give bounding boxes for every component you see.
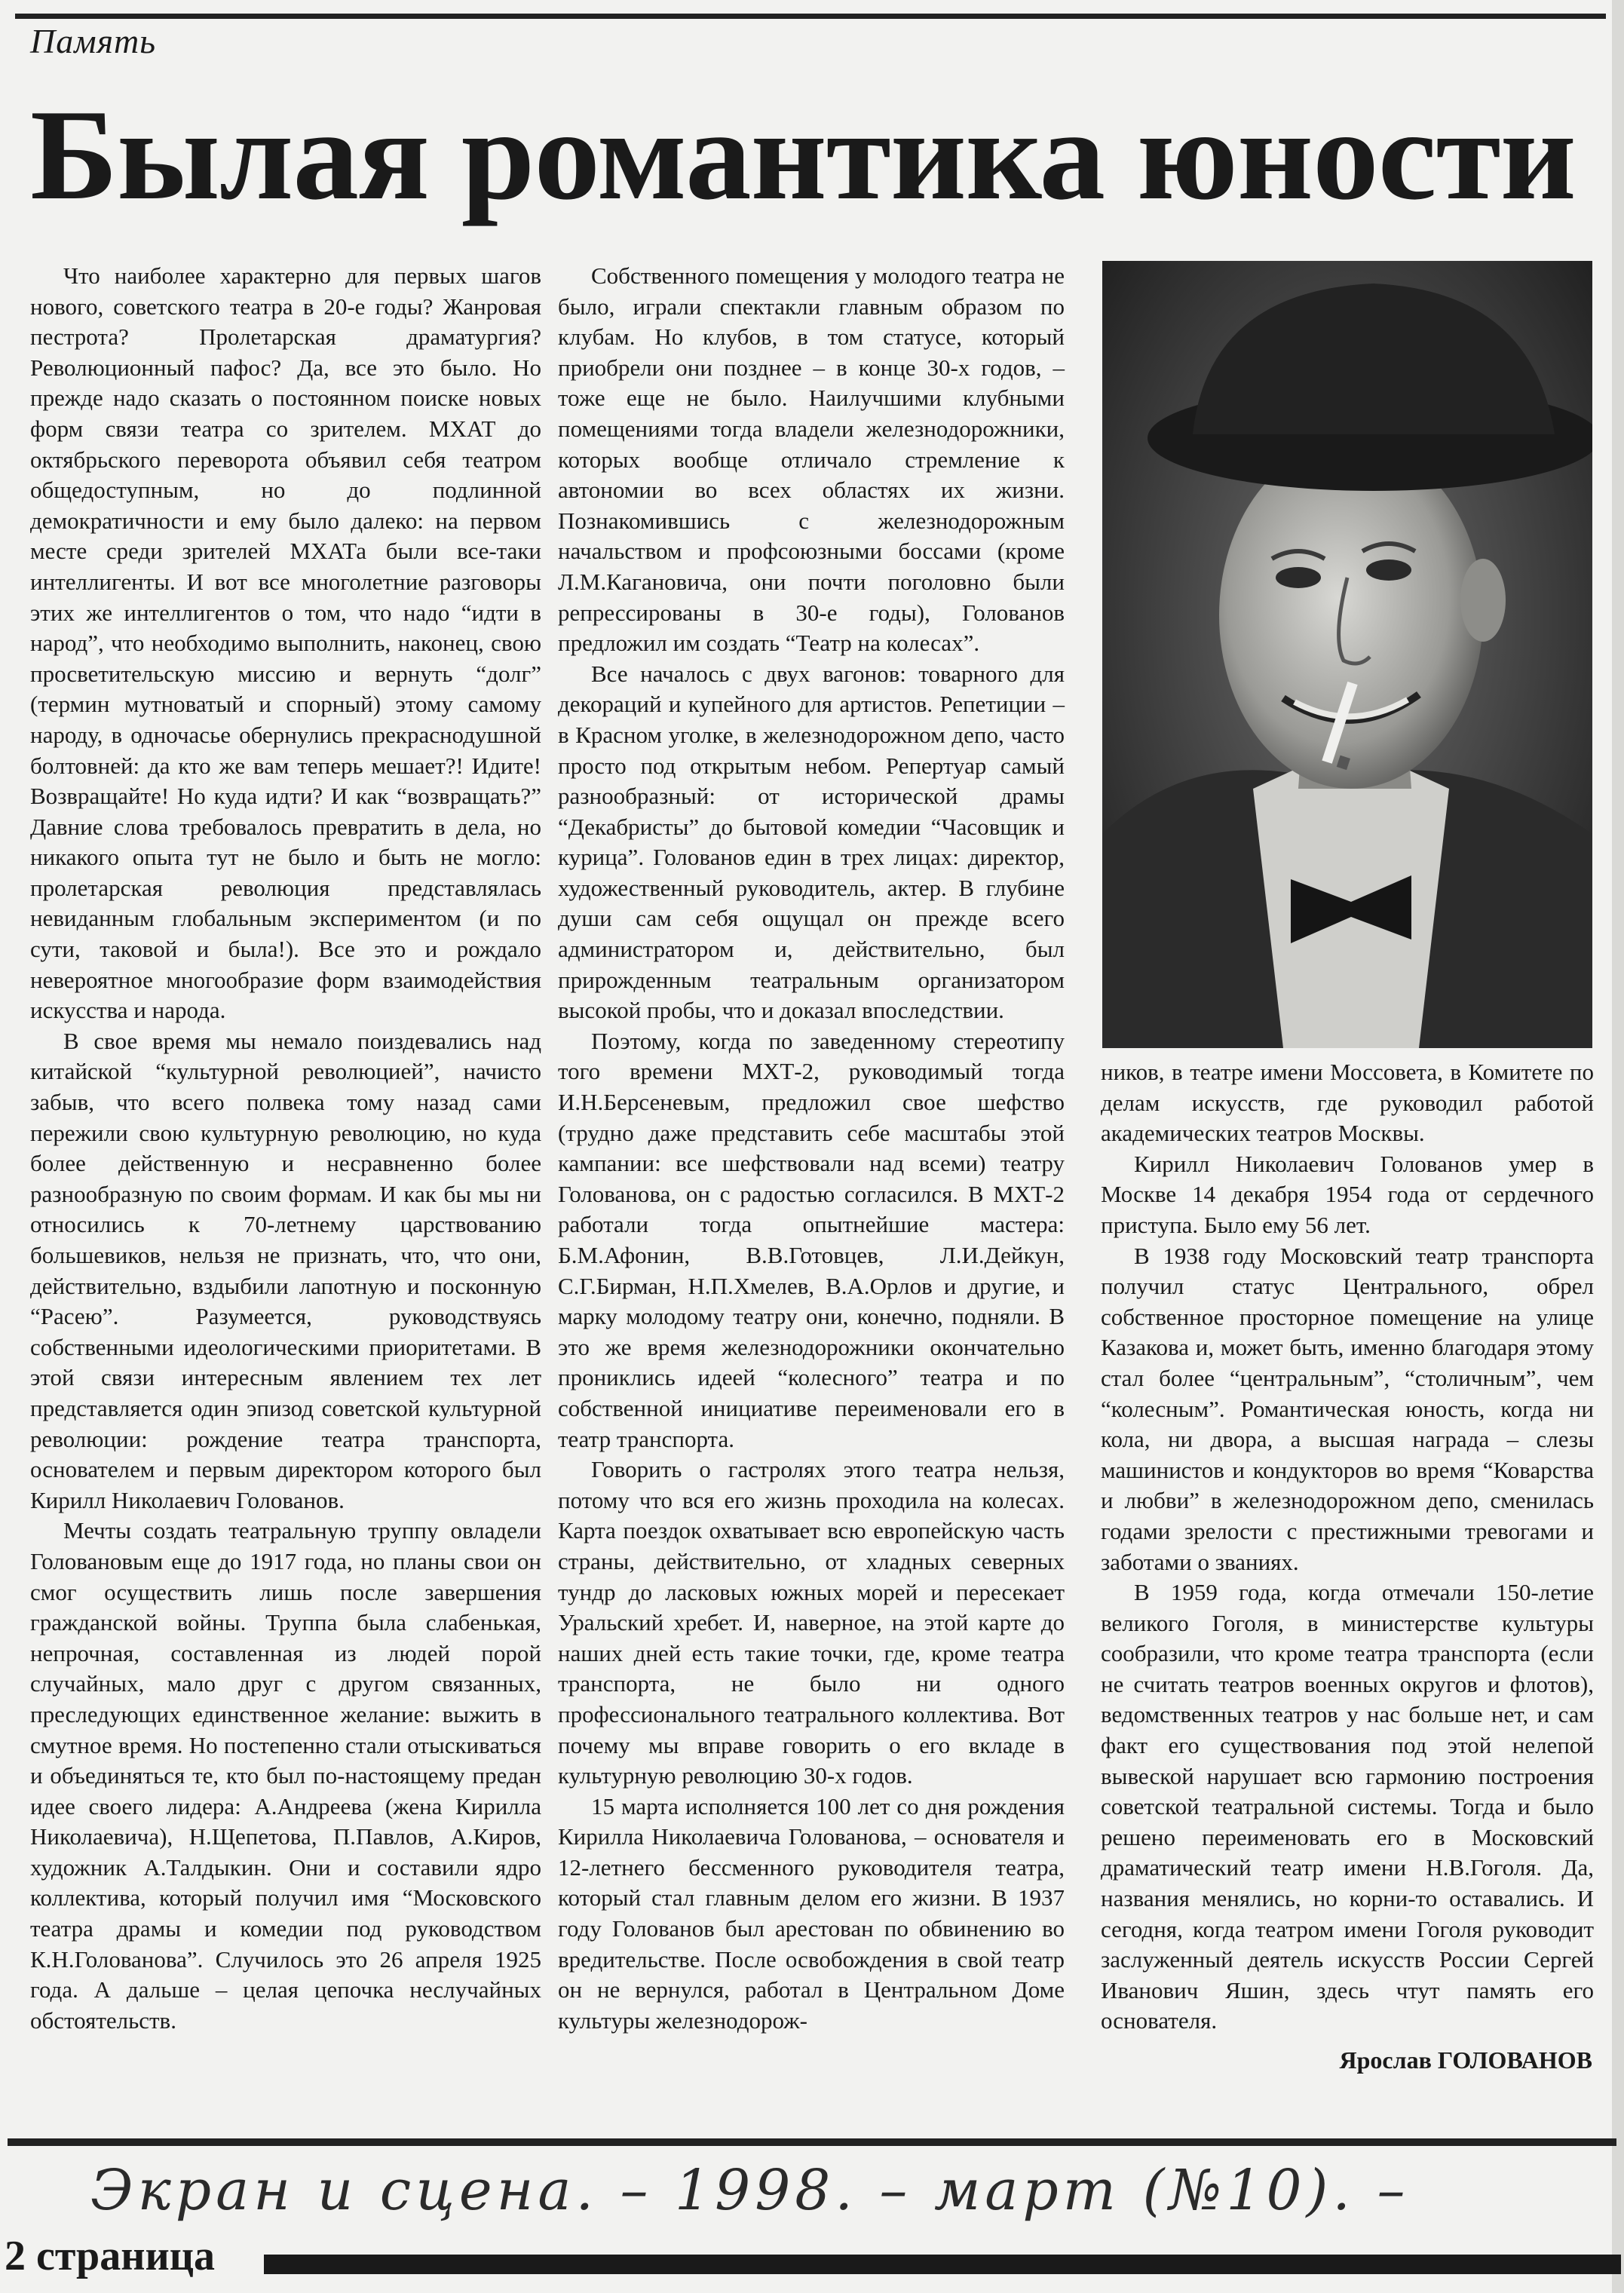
- paper-edge: [1612, 0, 1624, 2293]
- paragraph: Поэтому, когда по заведенному стереотипу того времени МХТ-2, руководимый тогда И.Н.Берсеневым, предложил свое шефство (трудно даже представить себе масштабы этой кампании: все шефствовали над всеми) театру Голованова, он с радостью согласился. В МХТ-2 работали тогда опытнейшие мастера: Б.М.Афонин, В.В.Готовцев, Л.И.Дейкун, С.Г.Бирман, Н.П.Хмелев, В.А.Орлов и другие, и марку молодому театру они, конечно, подняли. В это же время железнодорожники окончательно прониклись идеей “колесного” театра и по собственной инициативе переименовали его в театр транспорта.: [558, 1027, 1065, 1452]
- page-bar: [264, 2255, 1621, 2274]
- rubric: Память: [30, 22, 157, 60]
- paragraph: В 1938 году Московский театр транспорта получил статус Центрального, обрел собственное просторное помещение на улице Казакова и, может быть, именно благодаря этому стал более “центральным”, “столичным”, чем “колесным”. Романтическая юность, когда ни кола, ни двора, а высшая награда – слезы машинистов и кондукторов во время “Коварства и любви” в железнодорожном депо, сменилась годами зрелости с престижными тревогами и заботами о званиях.: [1101, 1242, 1594, 1575]
- portrait-photo: [1102, 261, 1592, 1048]
- paragraph: В свое время мы немало поиздевались над китайской “культурной революцией”, начисто забыв, что всего полвека тому назад сами пережили свою культурную революцию, но куда более действенную и несравненно более разнообразную по своим формам. И как бы мы ни относились к 70-летнему царствованию большевиков, нельзя не признать, что, что они, действительно, вздыбили лапотную и посконную “Расею”. Разумеется, руководствуясь собственными идеологическими приоритетами. В этой связи интересным явлением тех лет представляется один эпизод советской культурной революции: рождение театра транспорта, основателем и первым директором которого был Кирилл Николаевич Голованов.: [30, 1027, 541, 1513]
- paragraph: ников, в театре имени Моссовета, в Комитете по делам искусств, где руководил работой академических театров Москвы.: [1101, 1059, 1594, 1147]
- paragraph: Мечты создать театральную труппу овладели Головановым еще до 1917 года, но планы свои он смог осуществить лишь после завершения гражданской войны. Труппа была слабенькая, непрочная, составленная из людей порой случайных, мало друг с другом связанных, преследующих единственное желание: выжить в смутное время. Но постепенно стали отыскиваться и объединяться те, кто был по-настоящему предан идее своего лидера: А.Андреева (жена Кирилла Николаевича), Н.Щепетова, П.Павлов, А.Киров, художник А.Талдыкин. Они и составили ядро коллектива, который получил имя “Московского театра драмы и комедии под руководством К.Н.Голованова”. Случилось это 26 апреля 1925 года. А дальше – целая цепочка неслучайных обстоятельств.: [30, 1517, 541, 2034]
- paragraph: Собственного помещения у молодого театра не было, играли спектакли главным образом по клубам. Но клубов, в том статусе, который приобрели они позднее – в конце 30-х годов, – тоже еще не было. Наилучшими клубными помещениями тогда владели железнодорожники, которых вообще отличало стремление к автономии во всех областях их жизни. Познакомившись с железнодорожным начальством и профсоюзными боссами (кроме Л.М.Кагановича, они почти поголовно были репрессированы в 30-е годы), Голованов предложил им создать “Театр на колесах”.: [558, 262, 1065, 657]
- handwritten-note: Экран и сцена. – 1998. – март (№10). –: [90, 2158, 1410, 2223]
- column-1: [30, 261, 541, 2036]
- bottom-rule: [8, 2138, 1616, 2146]
- headline: Былая романтика юности: [30, 84, 1576, 227]
- author-byline: Ярослав ГОЛОВАНОВ: [1339, 2046, 1592, 2074]
- paragraph: 15 марта исполняется 100 лет со дня рождения Кирилла Николаевича Голованова, – основателя и 12-летнего бессменного руководителя театра, который стал главным делом его жизни. В 1937 году Голованов был арестован по обвинению во вредительстве. После освобождения в свой театр он не вернулся, работал в Центральном Доме культуры железнодорож-: [558, 1792, 1065, 2034]
- paragraph: Кирилл Николаевич Голованов умер в Москве 14 декабря 1954 года от сердечного приступа. Было ему 56 лет.: [1101, 1150, 1594, 1238]
- column-3: [1101, 1057, 1594, 2037]
- portrait-illustration: [1102, 261, 1592, 1048]
- page-number-label: 2 страница: [5, 2233, 215, 2279]
- paragraph: Что наиболее характерно для первых шагов нового, советского театра в 20-е годы? Жанровая пестрота? Пролетарская драматургия? Революционный пафос? Да, все это было. Но прежде надо сказать о постоянном поиске новых форм связи театра со зрителем. МХАТ до октябрьского переворота объявил себя театром общедоступным, но до подлинной демократичности и ему было далеко: на первом месте среди зрителей МХАТа были все-таки интеллигенты. И вот все многолетние разговоры этих же интеллигентов о том, что надо “идти в народ”, что необходимо выполнить, наконец, свою просветительскую миссию и вернуть “долг” (термин мутноватый и спорный) этому самому народу, в одночасье обернулись прекраснодушной болтовней: да кто же вам теперь мешает?! Идите! Возвращайте! Но куда идти? И как “возвращать?” Давние слова требовалось превратить в дела, но никакого опыта тут не было и быть не могло: пролетарская революция представлялась невиданным глобальным экспериментом (и по сути, таковой и была!). Все это и рождало невероятное многообразие форм взаимодействия искусства и народа.: [30, 262, 541, 1024]
- paragraph: Все началось с двух вагонов: товарного для декораций и купейного для артистов. Репетиции – в Красном уголке, в железнодорожном депо, часто просто под открытым небом. Репертуар самый разнообразный: от исторической драмы “Декабристы” до бытовой комедии “Часовщик и курица”. Голованов един в трех лицах: директор, художественный руководитель, актер. В глубине души сам себя ощущал он прежде всего администратором и, действительно, был прирожденным театральным организатором высокой пробы, что и доказал впоследствии.: [558, 660, 1065, 1024]
- top-rule: [15, 14, 1606, 19]
- paragraph: Говорить о гастролях этого театра нельзя, потому что вся его жизнь проходила на колесах. Карта поездок охватывает всю европейскую часть страны, действительно, от хладных северных тундр до ласковых южных морей и пересекает Уральский хребет. И, наверное, на этой карте до наших дней есть такие точки, где, кроме театра транспорта, не было ни одного профессионального театрального коллектива. Вот почему мы вправе говорить о его вкладе в культурную революцию 30-х годов.: [558, 1456, 1065, 1789]
- paragraph: В 1959 года, когда отмечали 150-летие великого Гоголя, в министерстве культуры сообразили, что кроме театра транспорта (если не считать театров военных округов и флотов), ведомственных театров у нас больше нет, и сам факт его существования под этой нелепой вывеской нарушает всю гармонию построения советской театральной системы. Тогда и было решено переименовать его в Московский драматический театр имени Н.В.Гоголя. Да, названия менялись, но корни-то оставались. И сегодня, когда театром имени Гоголя руководит заслуженный деятель искусств России Сергей Иванович Яшин, здесь чтут память его основателя.: [1101, 1579, 1594, 2034]
- column-2: [558, 261, 1065, 2036]
